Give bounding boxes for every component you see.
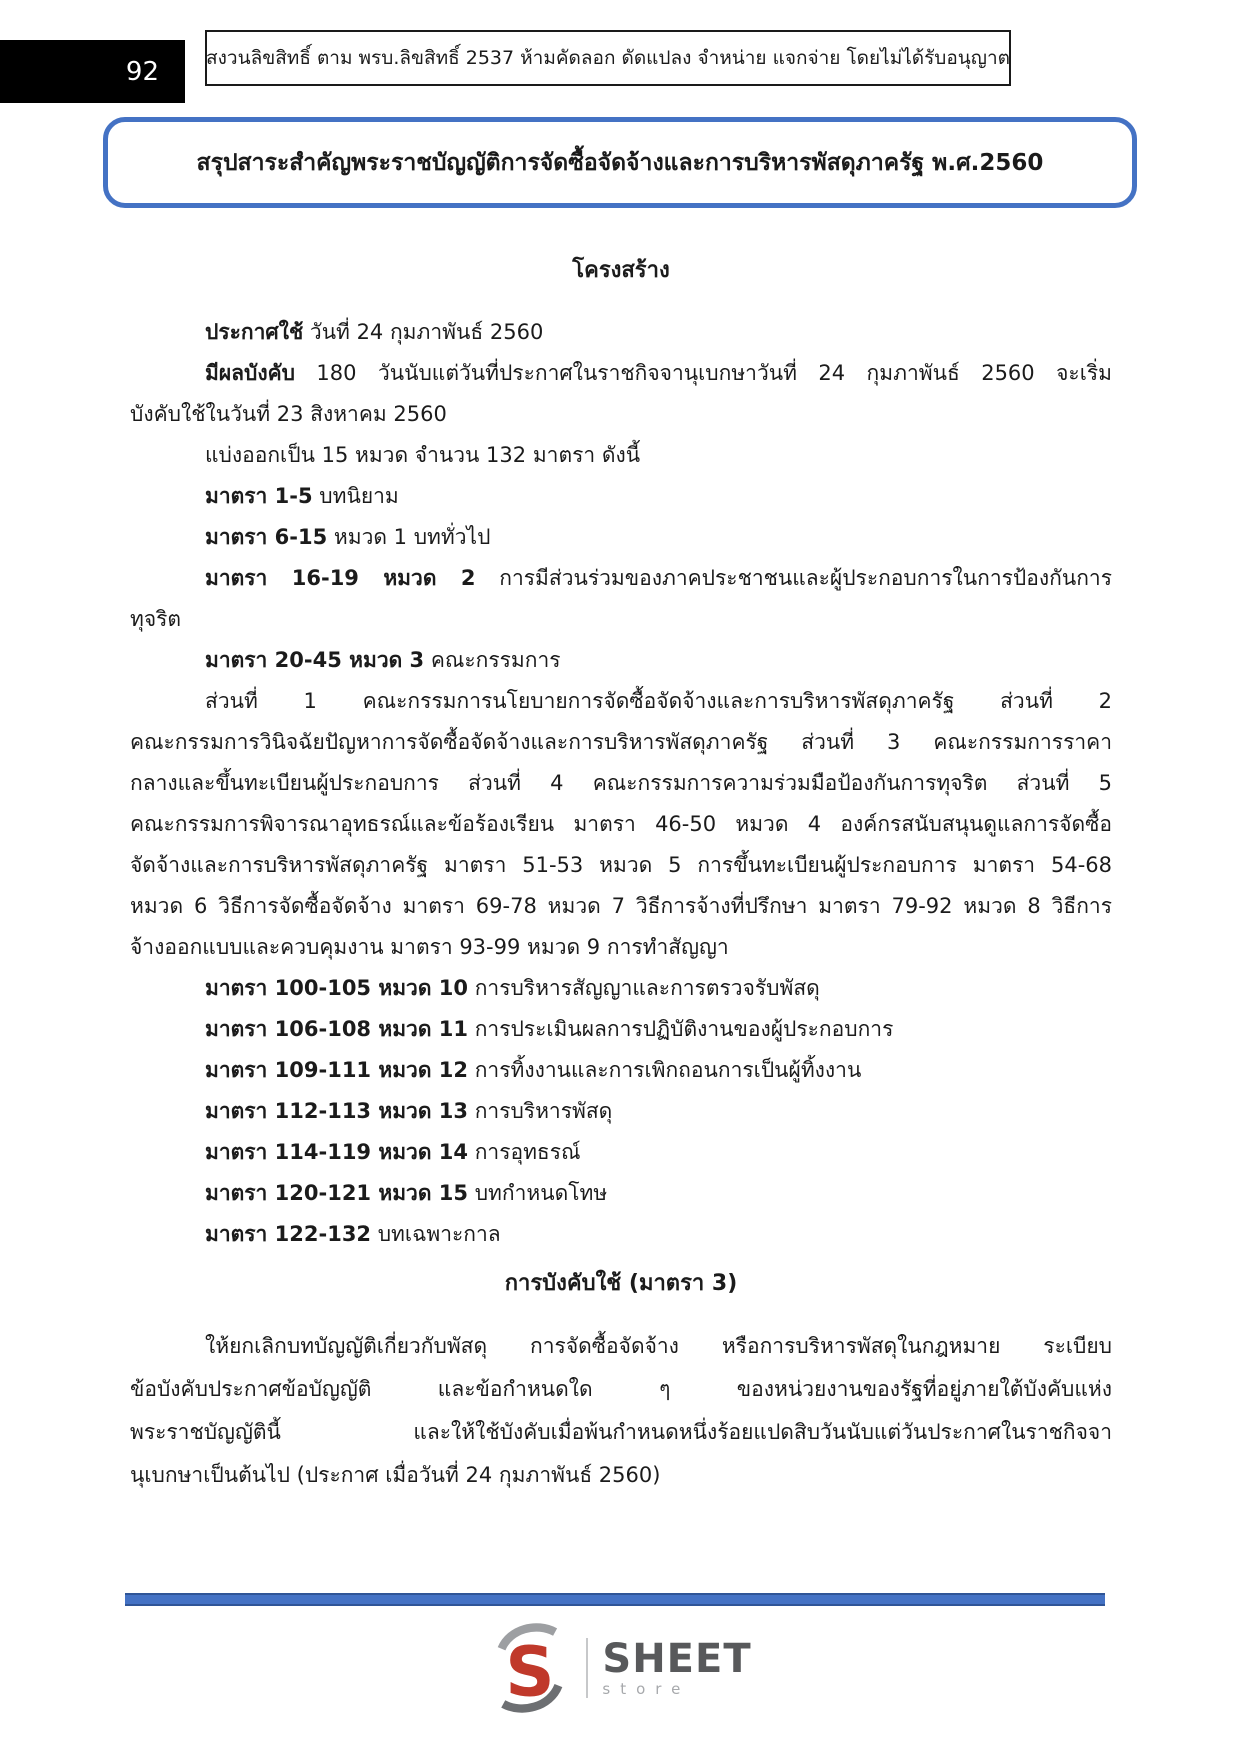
logo-text	[602, 1636, 752, 1698]
page-number: 92	[125, 56, 159, 87]
text-line	[130, 435, 1112, 476]
line-lead: มาตรา 1-5	[205, 484, 313, 508]
line-text: หมวด 6 วิธีการจัดซื้อจัดจ้าง มาตรา 69-78 หมวด 7 วิธีการจ้างที่ปรึกษา มาตรา 79-92 หมวด 8 วิธีการ	[130, 894, 1112, 918]
text-line	[130, 804, 1112, 845]
text-line	[130, 845, 1112, 886]
text-line	[130, 517, 1112, 558]
text-line	[130, 927, 1112, 968]
text-line	[130, 886, 1112, 927]
line-lead: มาตรา 100-105 หมวด 10	[205, 976, 469, 1000]
line-lead: มาตรา 109-111 หมวด 12	[205, 1058, 469, 1082]
line-text: ทุจริต	[130, 607, 182, 631]
text-line	[130, 353, 1112, 394]
text-line	[130, 1454, 1112, 1497]
text-line	[130, 1132, 1112, 1173]
section-heading-enforcement: การบังคับใช้ (มาตรา 3)	[504, 1271, 738, 1296]
line-text: บทนิยาม	[312, 484, 399, 508]
line-text: หมวด 1 บททั่วไป	[327, 525, 491, 549]
line-lead: มาตรา 114-119 หมวด 14	[205, 1140, 469, 1164]
line-text: พระราชบัญญัตินี้ และให้ใช้บังคับเมื่อพ้นกำหนดหนึ่งร้อยแปดสิบวันนับแต่วันประกาศในราชกิจจา	[130, 1420, 1112, 1444]
document-title: สรุปสาระสำคัญพระราชบัญญัติการจัดซื้อจัดจ้างและการบริหารพัสดุภาครัฐ พ.ศ.2560	[196, 149, 1044, 176]
line-lead: มีผลบังคับ	[205, 361, 295, 385]
text-line	[130, 312, 1112, 353]
line-text: การอุทธรณ์	[468, 1140, 581, 1164]
line-text: คณะกรรมการพิจารณาอุทธรณ์และข้อร้องเรียน มาตรา 46-50 หมวด 4 องค์กรสนับสนุนดูแลการจัดซื้อ	[130, 812, 1112, 836]
line-text: นุเบกษาเป็นต้นไป (ประกาศ เมื่อวันที่ 24 กุมภาพันธ์ 2560)	[130, 1463, 661, 1487]
line-text: 180 วันนับแต่วันที่ประกาศในราชกิจจานุเบกษาวันที่ 24 กุมภาพันธ์ 2560 จะเริ่ม	[294, 361, 1112, 385]
text-line	[130, 1050, 1112, 1091]
text-line	[130, 1091, 1112, 1132]
text-line	[130, 681, 1112, 722]
line-lead: มาตรา 122-132	[205, 1222, 372, 1246]
line-lead: ประกาศใช้	[205, 320, 304, 344]
line-text: บังคับใช้ในวันที่ 23 สิงหาคม 2560	[130, 402, 447, 426]
line-text: คณะกรรมการวินิจฉัยปัญหาการจัดซื้อจัดจ้างและการบริหารพัสดุภาครัฐ ส่วนที่ 3 คณะกรรมการราคา	[130, 730, 1112, 754]
text-line	[130, 640, 1112, 681]
copyright-notice: สงวนลิขสิทธิ์ ตาม พรบ.ลิขสิทธิ์ 2537 ห้ามคัดลอก ดัดแปลง จำหน่าย แจกจ่าย โดยไม่ได้รับอนุญาต	[206, 47, 1010, 69]
text-line	[130, 1214, 1112, 1255]
line-lead: มาตรา 120-121 หมวด 15	[205, 1181, 469, 1205]
line-lead: มาตรา 106-108 หมวด 11	[205, 1017, 469, 1041]
line-lead: มาตรา 16-19 หมวด 2	[205, 566, 476, 590]
svg-text:S: S	[505, 1632, 556, 1713]
text-line	[130, 394, 1112, 435]
line-text: การมีส่วนร่วมของภาคประชาชนและผู้ประกอบการในการป้องกันการ	[475, 566, 1112, 590]
line-text: วันที่ 24 กุมภาพันธ์ 2560	[303, 320, 544, 344]
text-line	[130, 722, 1112, 763]
line-text: แบ่งออกเป็น 15 หมวด จำนวน 132 มาตรา ดังนี้	[205, 443, 641, 467]
logo-separator	[586, 1638, 588, 1698]
text-line	[130, 1325, 1112, 1368]
line-lead: มาตรา 6-15	[205, 525, 328, 549]
sheet-store-logo	[0, 1622, 1240, 1714]
line-text: ข้อบังคับประกาศข้อบัญญัติ และข้อกำหนดใด ๆ ของหน่วยงานของรัฐที่อยู่ภายใต้บังคับแห่ง	[130, 1377, 1112, 1401]
line-text: การทิ้งงานและการเพิกถอนการเป็นผู้ทิ้งงาน	[468, 1058, 862, 1082]
line-lead: มาตรา 112-113 หมวด 13	[205, 1099, 469, 1123]
line-text: กลางและขึ้นทะเบียนผู้ประกอบการ ส่วนที่ 4 คณะกรรมการความร่วมมือป้องกันการทุจริต ส่วนที่ 5	[130, 771, 1112, 795]
line-lead: มาตรา 20-45 หมวด 3	[205, 648, 425, 672]
line-text: บทเฉพาะกาล	[371, 1222, 501, 1246]
text-line	[130, 763, 1112, 804]
logo-s-icon	[488, 1622, 572, 1714]
text-line	[130, 599, 1112, 640]
document-title-box	[103, 117, 1137, 208]
line-text: บทกำหนดโทษ	[468, 1181, 608, 1205]
line-text: จัดจ้างและการบริหารพัสดุภาครัฐ มาตรา 51-53 หมวด 5 การขึ้นทะเบียนผู้ประกอบการ มาตรา 54-68	[130, 853, 1112, 877]
line-text: จ้างออกแบบและควบคุมงาน มาตรา 93-99 หมวด 9 การทำสัญญา	[130, 935, 729, 959]
text-line	[130, 1411, 1112, 1454]
line-text: การบริหารพัสดุ	[468, 1099, 613, 1123]
text-line	[130, 1368, 1112, 1411]
line-text: คณะกรรมการ	[424, 648, 561, 672]
text-line	[130, 968, 1112, 1009]
line-text: การบริหารสัญญาและการตรวจรับพัสดุ	[468, 976, 820, 1000]
text-line	[130, 476, 1112, 517]
text-line	[130, 1173, 1112, 1214]
document-body	[130, 250, 1112, 1497]
text-line	[130, 1009, 1112, 1050]
text-line	[130, 558, 1112, 599]
logo-brand-text: SHEET	[602, 1636, 752, 1682]
line-text: ให้ยกเลิกบทบัญญัติเกี่ยวกับพัสดุ การจัดซื้อจัดจ้าง หรือการบริหารพัสดุในกฎหมาย ระเบียบ	[205, 1334, 1112, 1358]
line-text: การประเมินผลการปฏิบัติงานของผู้ประกอบการ	[468, 1017, 894, 1041]
logo-sub-text: store	[602, 1680, 691, 1698]
line-text: ส่วนที่ 1 คณะกรรมการนโยบายการจัดซื้อจัดจ้างและการบริหารพัสดุภาครัฐ ส่วนที่ 2	[205, 689, 1112, 713]
footer-divider-bar	[125, 1593, 1105, 1606]
page-number-box	[0, 40, 185, 103]
section-heading-structure: โครงสร้าง	[572, 258, 670, 283]
copyright-notice-box	[205, 30, 1011, 86]
